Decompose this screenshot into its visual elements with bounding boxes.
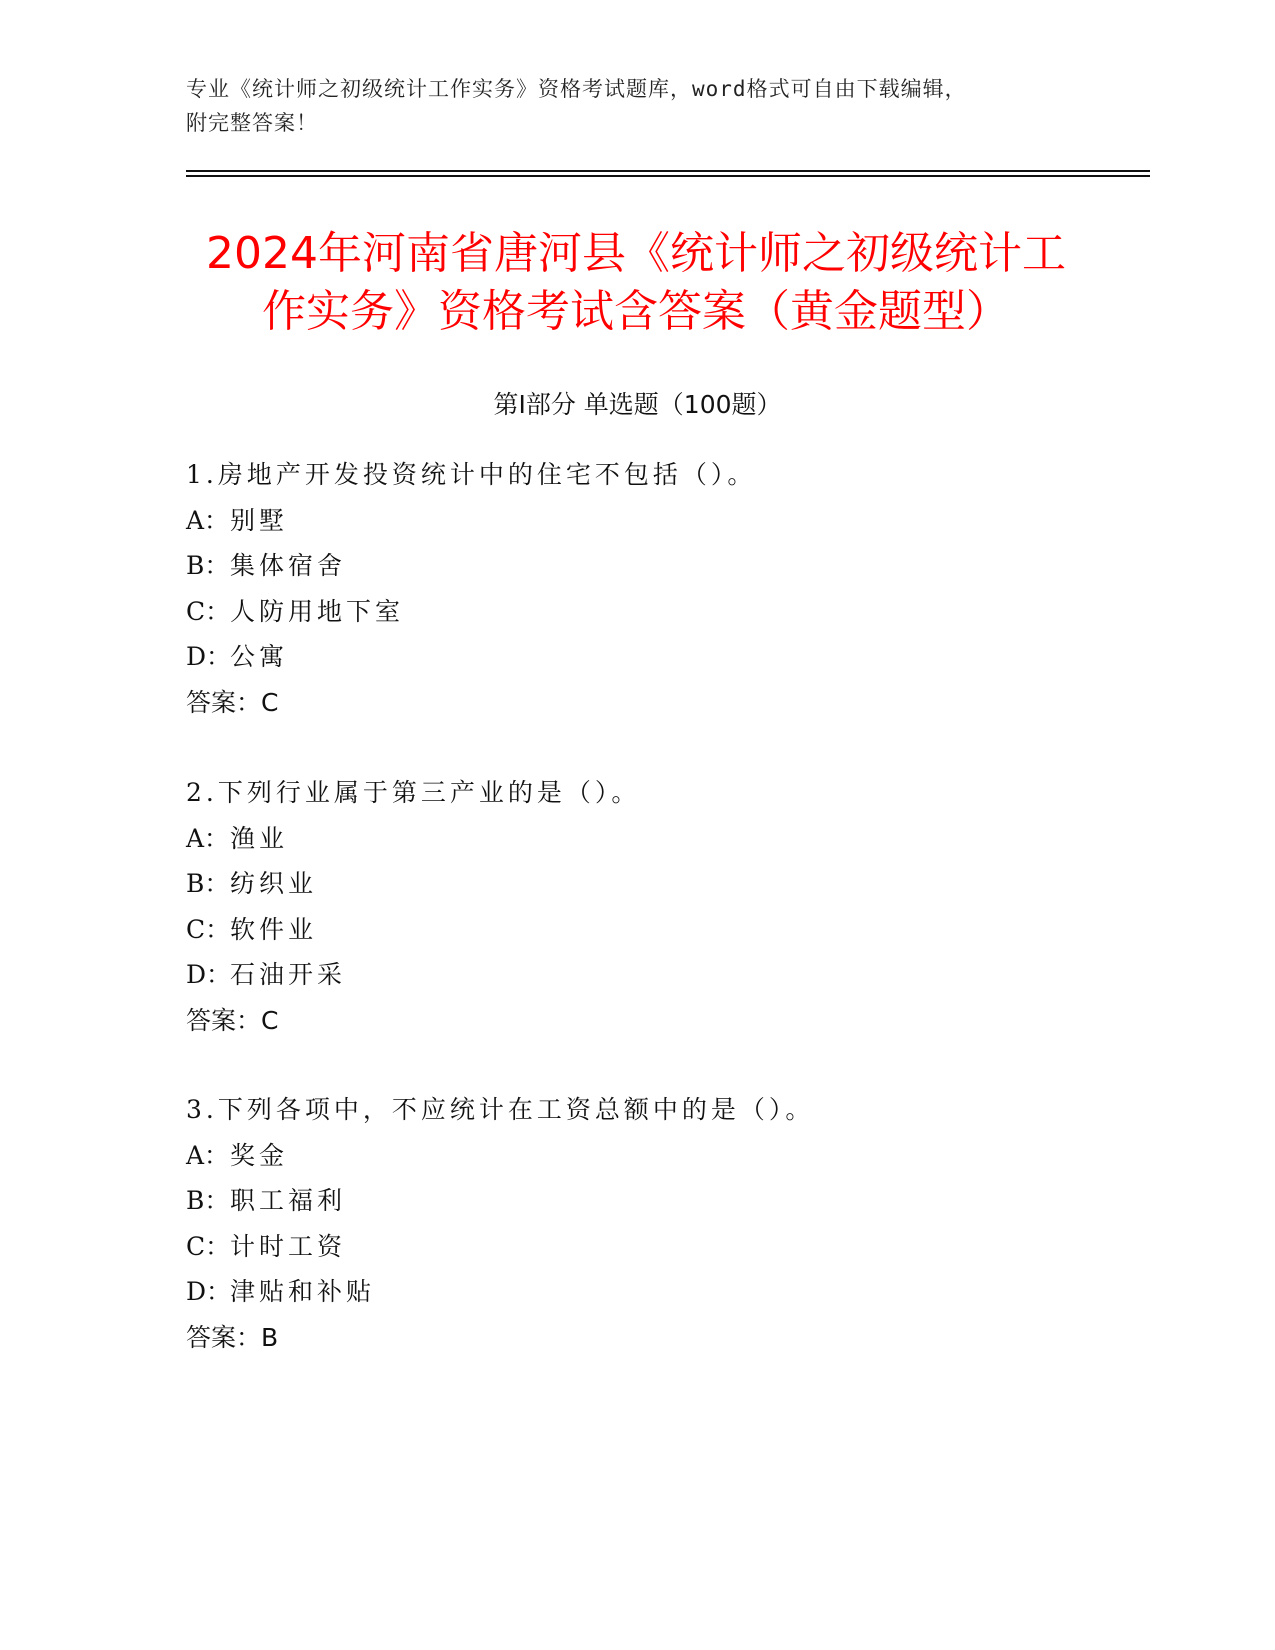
option-text: 软件业 (230, 914, 318, 944)
question-stem: 2.下列行业属于第三产业的是（）。 (186, 778, 641, 807)
header-note (186, 72, 1086, 140)
option-text: 集体宿舍 (230, 551, 347, 580)
option-b (186, 543, 1136, 589)
option-text: 别墅 (230, 505, 289, 535)
option-text: 计时工资 (230, 1231, 347, 1261)
answer-line: 答案：C (186, 687, 279, 717)
question-block (186, 770, 1136, 1043)
option-c (186, 589, 1136, 635)
header-note-line-1: 专业《统计师之初级统计工作实务》资格考试题库，word格式可自由下载编辑， (186, 77, 967, 101)
option-key: B： (186, 551, 230, 580)
header-rule-bottom (186, 175, 1150, 177)
option-c (186, 907, 1136, 953)
question-stem: 3.下列各项中，不应统计在工资总额中的是（）。 (186, 1095, 815, 1124)
option-text: 渔业 (230, 823, 289, 853)
option-key: B： (186, 869, 230, 898)
option-key: C： (186, 596, 231, 626)
question-block (186, 1087, 1136, 1360)
option-key: D： (186, 642, 232, 671)
option-a (186, 816, 1136, 862)
header-rule-top (186, 170, 1150, 172)
option-d (186, 952, 1136, 998)
option-text: 公寓 (230, 642, 289, 671)
document-title (186, 225, 1086, 341)
option-text: 石油开采 (230, 960, 347, 989)
document-title-line-2: 作实务》资格考试含答案（黄金题型） (262, 286, 1010, 337)
answer-line: 答案：B (186, 1322, 279, 1352)
question-stem: 1.房地产开发投资统计中的住宅不包括（）。 (186, 460, 757, 489)
option-text: 奖金 (230, 1140, 289, 1170)
option-b (186, 1178, 1136, 1224)
option-key: B： (186, 1186, 230, 1215)
option-d (186, 1269, 1136, 1315)
document-title-line-1: 2024年河南省唐河县《统计师之初级统计工 (206, 228, 1066, 279)
option-key: D： (186, 1277, 232, 1306)
option-a (186, 1133, 1136, 1179)
option-key: C： (186, 1231, 231, 1261)
answer-line: 答案：C (186, 1005, 279, 1035)
option-text: 纺织业 (230, 869, 318, 898)
header-note-line-2: 附完整答案！ (186, 111, 318, 135)
section-heading: 第Ⅰ部分 单选题（100题） (493, 390, 782, 419)
question-block (186, 452, 1136, 725)
option-c (186, 1224, 1136, 1270)
option-key: A： (186, 505, 230, 535)
option-d (186, 634, 1136, 680)
option-text: 人防用地下室 (230, 596, 405, 626)
option-text: 津贴和补贴 (230, 1277, 376, 1306)
option-key: A： (186, 1140, 230, 1170)
option-key: C： (186, 914, 231, 944)
option-key: A： (186, 823, 230, 853)
option-text: 职工福利 (230, 1186, 347, 1215)
option-b (186, 861, 1136, 907)
option-a (186, 498, 1136, 544)
option-key: D： (186, 960, 232, 989)
